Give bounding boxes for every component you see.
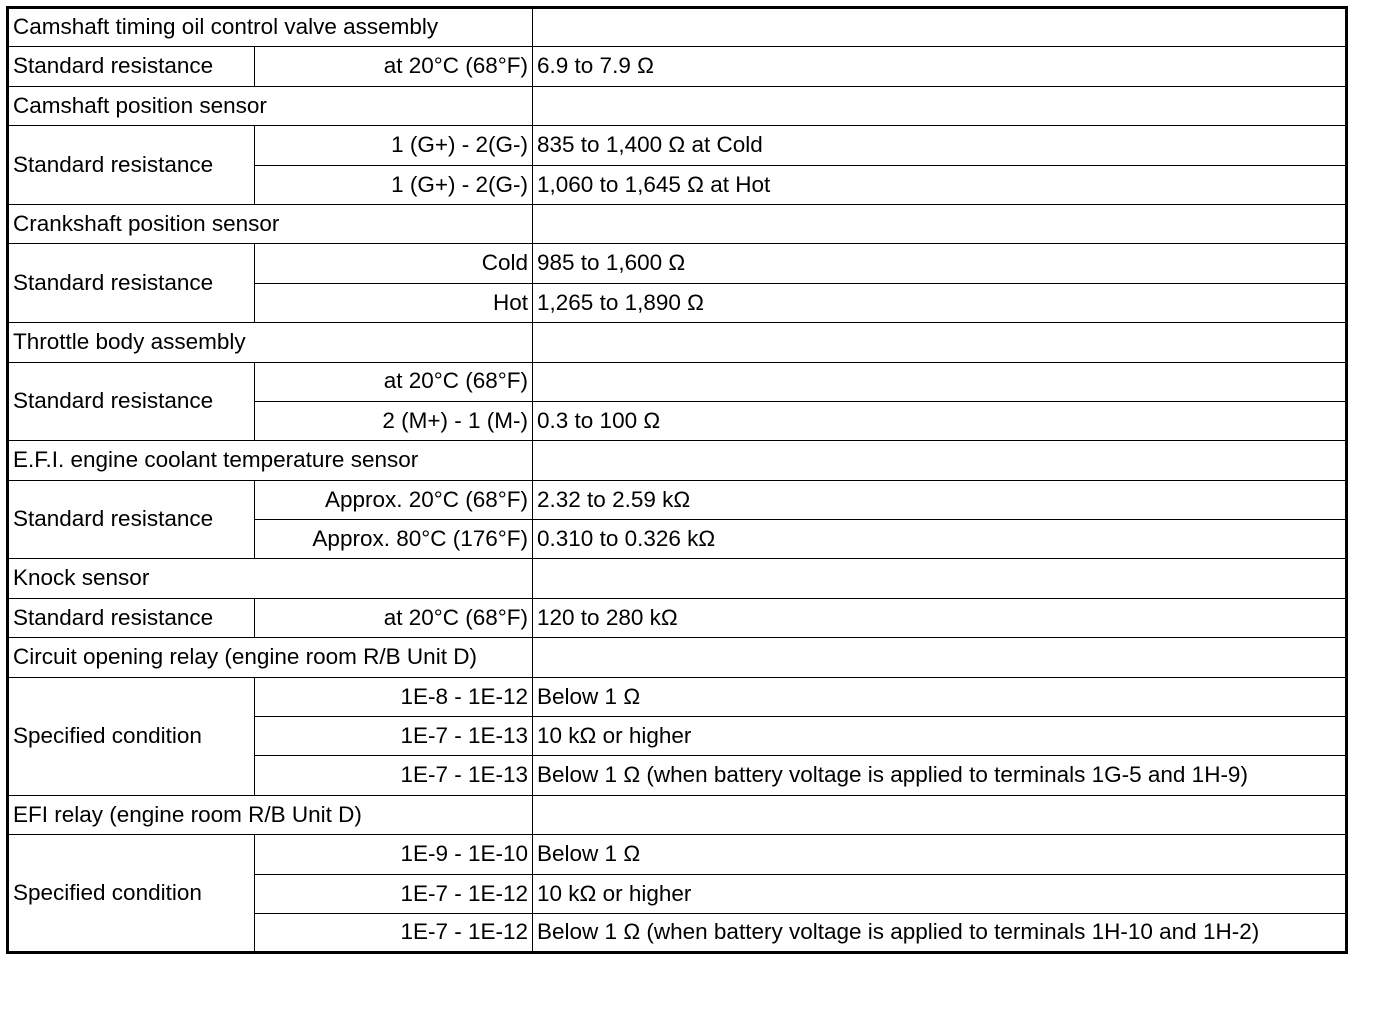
spec-value: Below 1 Ω [533,835,1347,874]
table-row [8,598,1347,637]
spec-value: 1,265 to 1,890 Ω [533,283,1347,322]
spec-value: 1,060 to 1,645 Ω at Hot [533,165,1347,204]
spec-condition: 1E-7 - 1E-13 [255,756,533,795]
spec-value: Below 1 Ω (when battery voltage is applied to terminals 1G-5 and 1H-9) [533,756,1347,795]
spec-value: 835 to 1,400 Ω at Cold [533,126,1347,165]
spec-value: 6.9 to 7.9 Ω [533,47,1347,86]
spec-label: Standard resistance [8,362,255,441]
spec-value: 0.3 to 100 Ω [533,401,1347,440]
table-row [8,47,1347,86]
spec-value: Below 1 Ω (when battery voltage is applied to terminals 1H-10 and 1H-2) [533,913,1347,952]
section-title: Camshaft position sensor [8,86,533,125]
spec-condition: at 20°C (68°F) [255,598,533,637]
section-value-empty [533,441,1347,480]
spec-condition: 1 (G+) - 2(G-) [255,126,533,165]
spec-value: 985 to 1,600 Ω [533,244,1347,283]
section-value-empty [533,204,1347,243]
section-value-empty [533,86,1347,125]
spec-condition: 1E-7 - 1E-13 [255,717,533,756]
section-value-empty [533,323,1347,362]
table-row [8,480,1347,519]
section-header-row [8,8,1347,47]
spec-table-body [8,8,1347,953]
spec-value: Below 1 Ω [533,677,1347,716]
section-header-row [8,559,1347,598]
spec-label: Standard resistance [8,126,255,205]
section-header-row [8,638,1347,677]
spec-value [533,362,1347,401]
spec-condition: 2 (M+) - 1 (M-) [255,401,533,440]
spec-label: Standard resistance [8,480,255,559]
section-title: Camshaft timing oil control valve assembly [8,8,533,47]
table-row [8,677,1347,716]
section-title: EFI relay (engine room R/B Unit D) [8,795,533,834]
spec-condition: 1E-7 - 1E-12 [255,874,533,913]
spec-condition: Cold [255,244,533,283]
spec-condition: Hot [255,283,533,322]
spec-value: 10 kΩ or higher [533,717,1347,756]
section-value-empty [533,8,1347,47]
spec-label: Standard resistance [8,598,255,637]
table-row [8,244,1347,283]
spec-condition: at 20°C (68°F) [255,47,533,86]
spec-condition: 1E-7 - 1E-12 [255,913,533,952]
section-title: Crankshaft position sensor [8,204,533,243]
spec-value: 2.32 to 2.59 kΩ [533,480,1347,519]
section-header-row [8,323,1347,362]
section-value-empty [533,559,1347,598]
spec-table [6,6,1348,954]
spec-condition: Approx. 80°C (176°F) [255,520,533,559]
table-row [8,362,1347,401]
spec-condition: Approx. 20°C (68°F) [255,480,533,519]
spec-label: Standard resistance [8,244,255,323]
section-title: E.F.I. engine coolant temperature sensor [8,441,533,480]
spec-condition: 1E-9 - 1E-10 [255,835,533,874]
section-value-empty [533,638,1347,677]
section-header-row [8,795,1347,834]
spec-value: 10 kΩ or higher [533,874,1347,913]
spec-label: Standard resistance [8,47,255,86]
section-title: Throttle body assembly [8,323,533,362]
table-row [8,835,1347,874]
spec-condition: 1 (G+) - 2(G-) [255,165,533,204]
spec-value: 120 to 280 kΩ [533,598,1347,637]
spec-label: Specified condition [8,835,255,953]
section-header-row [8,86,1347,125]
spec-value: 0.310 to 0.326 kΩ [533,520,1347,559]
spec-condition: 1E-8 - 1E-12 [255,677,533,716]
section-title: Circuit opening relay (engine room R/B Unit D) [8,638,533,677]
spec-label: Specified condition [8,677,255,795]
section-title: Knock sensor [8,559,533,598]
section-value-empty [533,795,1347,834]
section-header-row [8,441,1347,480]
table-row [8,126,1347,165]
section-header-row [8,204,1347,243]
spec-condition: at 20°C (68°F) [255,362,533,401]
